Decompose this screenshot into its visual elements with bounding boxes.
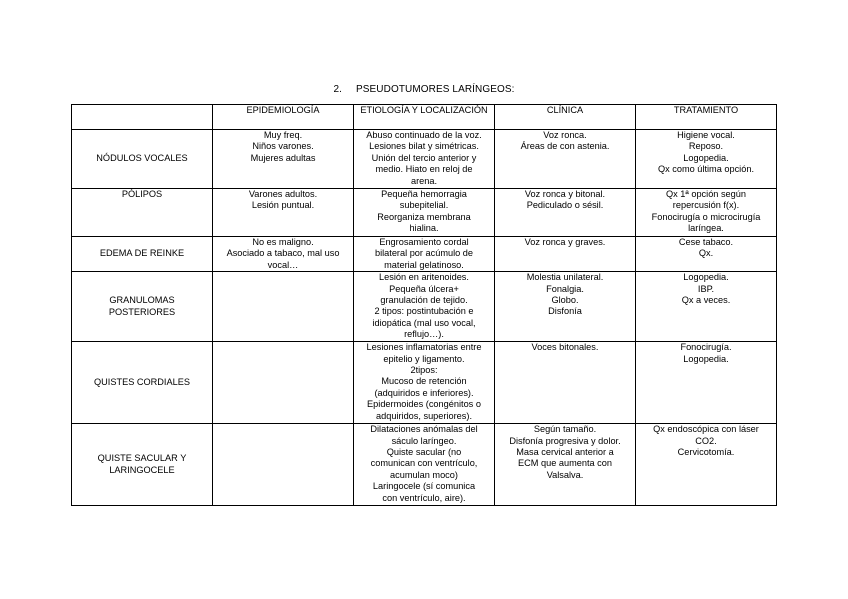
cell-etiologia: Engrosamiento cordal bilateral por acúmulo de material gelatinoso.	[354, 237, 495, 272]
cell-tratamiento: Qx 1ª opción según repercusión f(x). Fonocirugía o microcirugía laríngea.	[636, 189, 777, 237]
cell-tratamiento: Qx endoscópica con láser CO2. Cervicotomía.	[636, 424, 777, 506]
row-name: NÓDULOS VOCALES	[72, 130, 213, 189]
table-header-row	[72, 105, 777, 130]
table-row	[72, 342, 777, 424]
table-row	[72, 424, 777, 506]
cell-tratamiento: Fonocirugía. Logopedia.	[636, 342, 777, 424]
cell-epidemiologia	[213, 424, 354, 506]
cell-clinica: Molestia unilateral. Fonalgia. Globo. Disfonía	[495, 272, 636, 342]
pseudotumores-table	[71, 104, 777, 506]
row-name: QUISTES CORDIALES	[72, 342, 213, 424]
cell-tratamiento: Higiene vocal. Reposo. Logopedia. Qx como última opción.	[636, 130, 777, 189]
header-clinica: CLÍNICA	[495, 105, 636, 130]
cell-etiologia: Pequeña hemorragia subepitelial. Reorganiza membrana hialina.	[354, 189, 495, 237]
cell-epidemiologia: Muy freq. Niños varones. Mujeres adultas	[213, 130, 354, 189]
table-row	[72, 130, 777, 189]
cell-tratamiento: Cese tabaco. Qx.	[636, 237, 777, 272]
cell-epidemiologia: Varones adultos. Lesión puntual.	[213, 189, 354, 237]
cell-clinica: Voz ronca y bitonal. Pediculado o sésil.	[495, 189, 636, 237]
header-etiologia: ETIOLOGÍA Y LOCALIZACIÓN	[354, 105, 495, 130]
cell-etiologia: Dilataciones anómalas del sáculo laríngeo. Quiste sacular (no comunican con ventrículo, acumulan moco) Laringocele (sí comunica con ventrículo, aire).	[354, 424, 495, 506]
document-title	[0, 84, 848, 95]
cell-epidemiologia	[213, 342, 354, 424]
table-row	[72, 189, 777, 237]
cell-clinica: Según tamaño. Disfonía progresiva y dolor. Masa cervical anterior a ECM que aumenta con Valsalva.	[495, 424, 636, 506]
cell-epidemiologia: No es maligno. Asociado a tabaco, mal uso vocal…	[213, 237, 354, 272]
cell-clinica: Voz ronca. Áreas de con astenia.	[495, 130, 636, 189]
table-row	[72, 237, 777, 272]
cell-epidemiologia	[213, 272, 354, 342]
header-epidemiologia: EPIDEMIOLOGÍA	[213, 105, 354, 130]
cell-etiologia: Abuso continuado de la voz. Lesiones bilat y simétricas. Unión del tercio anterior y medio. Hiato en reloj de arena.	[354, 130, 495, 189]
cell-clinica: Voces bitonales.	[495, 342, 636, 424]
header-cell-empty	[72, 105, 213, 130]
title-text: PSEUDOTUMORES LARÍNGEOS:	[356, 84, 515, 95]
cell-tratamiento: Logopedia. IBP. Qx a veces.	[636, 272, 777, 342]
cell-clinica: Voz ronca y graves.	[495, 237, 636, 272]
cell-etiologia: Lesiones inflamatorias entre epitelio y ligamento. 2tipos: Mucoso de retención (adquiridos e inferiores). Epidermoides (congénitos o adquiridos, superiores).	[354, 342, 495, 424]
cell-etiologia: Lesión en aritenoides. Pequeña úlcera+ granulación de tejido. 2 tipos: postintubación e idiopática (mal uso vocal, reflujo…).	[354, 272, 495, 342]
table-row	[72, 272, 777, 342]
row-name: PÓLIPOS	[72, 189, 213, 237]
row-name: QUISTE SACULAR Y LARINGOCELE	[72, 424, 213, 506]
row-name: EDEMA DE REINKE	[72, 237, 213, 272]
title-number: 2.	[333, 84, 342, 95]
row-name: GRANULOMAS POSTERIORES	[72, 272, 213, 342]
header-tratamiento: TRATAMIENTO	[636, 105, 777, 130]
